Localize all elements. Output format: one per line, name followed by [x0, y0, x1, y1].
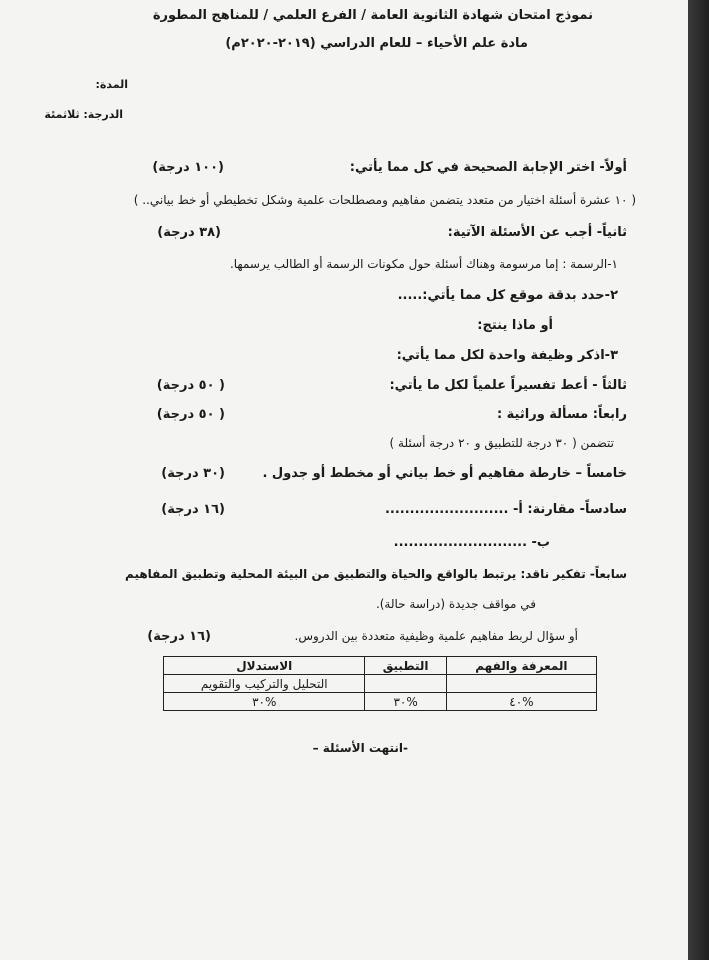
q1-score: (١٠٠ درجة) [152, 160, 224, 175]
table-header-row [164, 657, 597, 675]
grade-label: الدرجة: ثلاثمئة [44, 108, 123, 121]
duration-label: المدة: [95, 78, 128, 91]
table-cell: %٤٠ [446, 693, 596, 711]
q1-title: أولاً- اختر الإجابة الصحيحة في كل مما يأتي: [349, 160, 627, 175]
q1-desc: ( ١٠ عشرة أسئلة اختيار من متعدد يتضمن مفاهيم ومصطلحات علمية وشكل تخطيطي أو خط بياني.. ) [133, 193, 636, 207]
q5-title: خامساً – خارطة مفاهيم أو خط بياني أو مخطط أو جدول . [262, 466, 627, 481]
table-header-cell: المعرفة والفهم [446, 657, 596, 675]
exam-title: نموذج امتحان شهادة الثانوية العامة / الفرع العلمي / للمناهج المطورة [152, 8, 593, 23]
q4-score: ( ٥٠ درجة) [156, 407, 225, 422]
q2-title: ثانياً- أجب عن الأسئلة الآتية: [447, 225, 627, 240]
table-row [164, 675, 597, 693]
q6-score: (١٦ درجة) [161, 502, 225, 517]
q7-line2: في مواقف جديدة (دراسة حالة). [375, 597, 536, 611]
q3-score: ( ٥٠ درجة) [156, 378, 225, 393]
grade-distribution-table [163, 656, 597, 711]
q2-item3: ٣-اذكر وظيفة واحدة لكل مما يأتي: [396, 348, 618, 363]
q2-item1: ١-الرسمة : إما مرسومة وهناك أسئلة حول مكونات الرسمة أو الطالب يرسمها. [229, 257, 618, 271]
q2-score: (٣٨ درجة) [157, 225, 221, 240]
table-row [164, 693, 597, 711]
table-cell [365, 675, 446, 693]
q5-score: (٣٠ درجة) [161, 466, 225, 481]
table-header-cell: التطبيق [365, 657, 446, 675]
table-cell: %٣٠ [164, 693, 365, 711]
q7-score: (١٦ درجة) [147, 629, 211, 644]
q4-title: رابعاً: مسألة وراثية : [496, 407, 627, 422]
exam-subtitle: مادة علم الأحياء – للعام الدراسي (٢٠١٩-٢٠٢٠م) [225, 36, 528, 51]
q7-line3: أو سؤال لربط مفاهيم علمية وظيفية متعددة بين الدروس. [294, 629, 578, 643]
q4-desc: تتضمن ( ٣٠ درجة للتطبيق و ٢٠ درجة أسئلة ) [389, 436, 614, 450]
table-header-cell: الاستدلال [164, 657, 365, 675]
q2-item2: ٢-حدد بدقة موقع كل مما يأتي:..... [397, 288, 618, 303]
q6-title: سادساً- مقارنة: أ- ......................... [384, 502, 627, 517]
table-cell: التحليل والتركيب والتقويم [164, 675, 365, 693]
photo-edge [688, 0, 709, 960]
table-cell [446, 675, 596, 693]
q6-b: ب- ........................... [393, 535, 550, 550]
end-of-questions: -انتهت الأسئلة – [312, 741, 408, 755]
q3-title: ثالثاً - أعط تفسيراً علمياً لكل ما يأتي: [389, 378, 627, 393]
q7-title: سابعاً- تفكير ناقد: يرتبط بالواقع والحياة والتطبيق من البيئة المحلية وتطبيق المفاهيم [125, 567, 627, 581]
q2-item2b: أو ماذا ينتج: [477, 318, 553, 333]
table-cell: %٣٠ [365, 693, 446, 711]
